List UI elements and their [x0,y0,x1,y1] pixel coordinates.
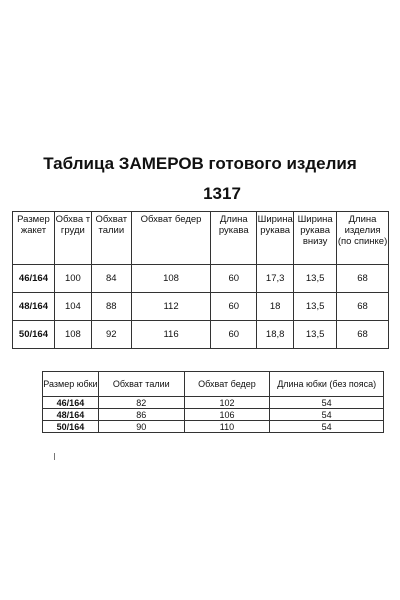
table-cell: 88 [91,293,131,321]
table-cell: 18 [257,293,294,321]
header-skirt-length: Длина юбки (без пояса) [270,372,384,397]
header-sleeve-length: Длина рукава [211,212,257,265]
table-cell: 68 [337,293,389,321]
table-cell: 116 [131,321,211,349]
jacket-measurements-table [12,211,389,349]
table-cell: 48/164 [43,409,99,421]
table-row [13,321,389,349]
header-size: Размер юбки [43,372,99,397]
table-cell: 110 [184,421,270,433]
table-cell: 46/164 [13,265,55,293]
table-cell: 13,5 [294,293,337,321]
table-cell: 102 [184,397,270,409]
table-cell: 60 [211,321,257,349]
table-cell: 13,5 [294,265,337,293]
table-cell: 108 [54,321,91,349]
table-cell: 50/164 [13,321,55,349]
table-cell: 100 [54,265,91,293]
header-hips: Обхват бедер [184,372,270,397]
article-number: 1317 [203,184,241,203]
table-cell: 84 [91,265,131,293]
table-cell: 17,3 [257,265,294,293]
table-cell: 48/164 [13,293,55,321]
table-header-row [43,372,384,397]
table-row [43,397,384,409]
header-waist: Обхват талии [91,212,131,265]
header-sleeve-width: Ширина рукава [257,212,294,265]
header-waist: Обхват талии [98,372,184,397]
text-cursor-mark [54,453,55,460]
table-cell: 90 [98,421,184,433]
header-hips: Обхват бедер [131,212,211,265]
table-row [13,293,389,321]
table-cell: 106 [184,409,270,421]
header-chest: Обхва т груди [54,212,91,265]
table-cell: 50/164 [43,421,99,433]
table-cell: 86 [98,409,184,421]
table-cell: 112 [131,293,211,321]
table-cell: 54 [270,409,384,421]
table-cell: 68 [337,321,389,349]
table-cell: 104 [54,293,91,321]
table-cell: 82 [98,397,184,409]
skirt-measurements-table [42,371,384,433]
table-cell: 54 [270,397,384,409]
header-sleeve-width-bottom: Ширина рукава внизу [294,212,337,265]
table-cell: 60 [211,265,257,293]
table-row [13,265,389,293]
table-cell: 13,5 [294,321,337,349]
header-size: Размер жакет [13,212,55,265]
table-cell: 18,8 [257,321,294,349]
table-header-row [13,212,389,265]
table-row [43,409,384,421]
table-cell: 46/164 [43,397,99,409]
table-cell: 92 [91,321,131,349]
header-garment-length: Длина изделия (по спинке) [337,212,389,265]
table-cell: 54 [270,421,384,433]
table-row [43,421,384,433]
table-cell: 68 [337,265,389,293]
table-cell: 108 [131,265,211,293]
page-title: Таблица ЗАМЕРОВ готового изделия [43,154,357,173]
table-cell: 60 [211,293,257,321]
